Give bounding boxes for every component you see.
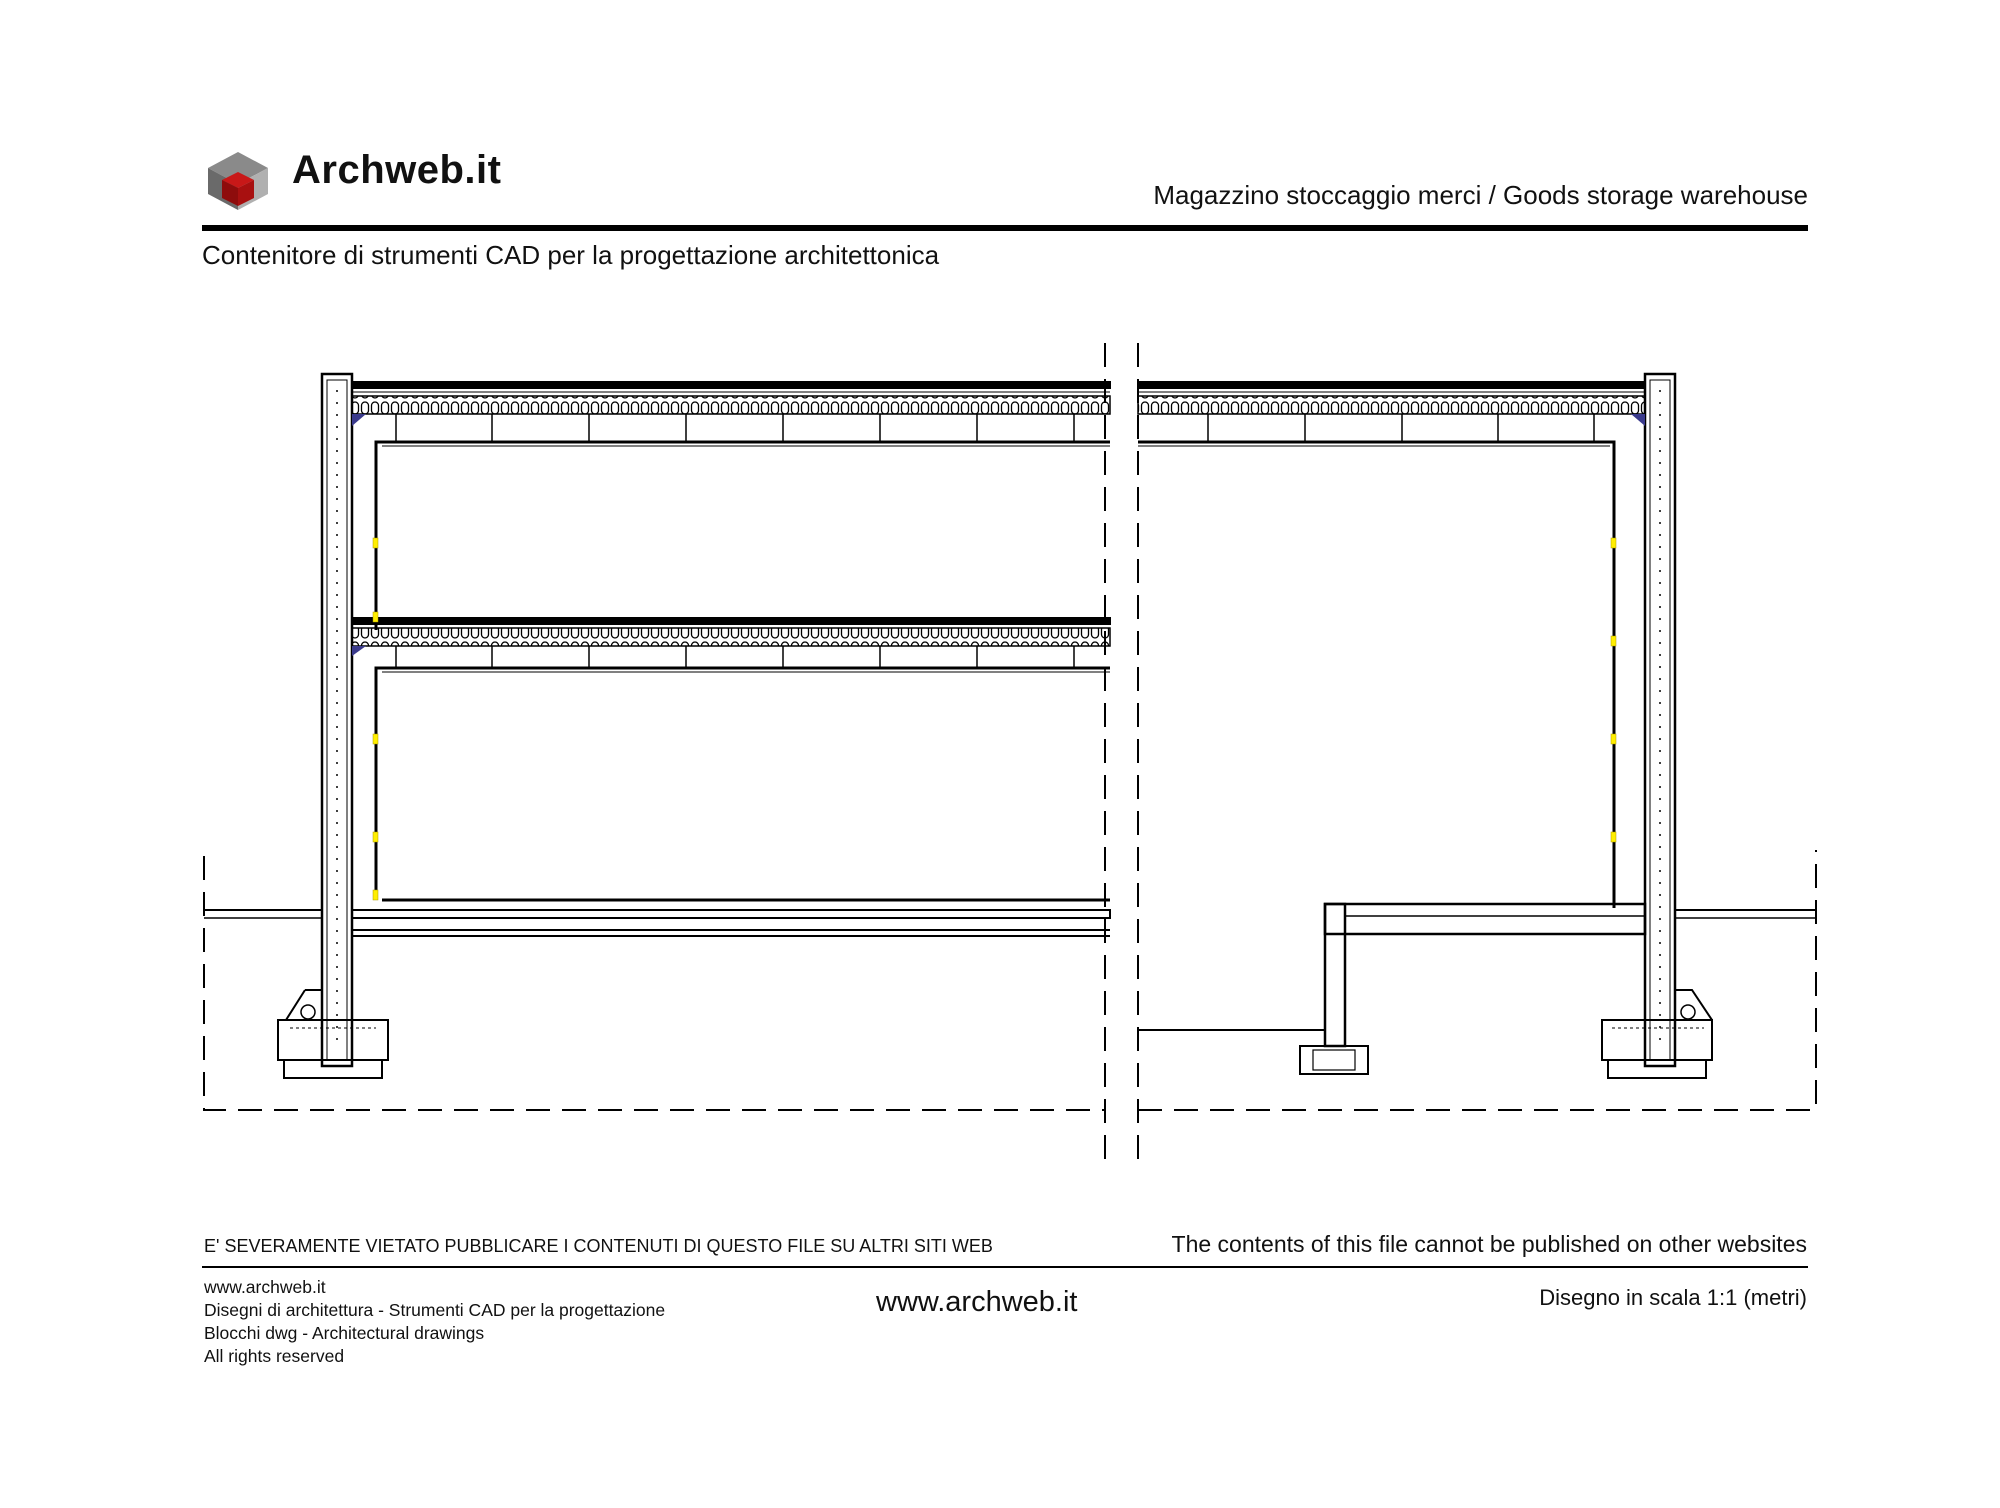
footer-credit-line: All rights reserved: [204, 1346, 345, 1366]
warning-english: The contents of this file cannot be published on other websites: [1171, 1231, 1807, 1257]
footer-credit-line: Disegni di architettura - Strumenti CAD per la progettazione: [204, 1300, 666, 1320]
footer-credits: [204, 1276, 665, 1368]
page-title: Magazzino stoccaggio merci / Goods storage warehouse: [1153, 180, 1808, 210]
footer-url-link[interactable]: www.archweb.it: [876, 1286, 1078, 1318]
footer-credit-line: Blocchi dwg - Architectural drawings: [204, 1323, 485, 1343]
footer-divider: [202, 1266, 1808, 1268]
footer-credit-line[interactable]: www.archweb.it: [204, 1277, 326, 1297]
warning-italian: E' SEVERAMENTE VIETATO PUBBLICARE I CONTENUTI DI QUESTO FILE SU ALTRI SITI WEB: [204, 1236, 993, 1256]
scale-note: Disegno in scala 1:1 (metri): [1539, 1285, 1807, 1310]
brand-name: Archweb.it: [292, 148, 502, 192]
subtitle: Contenitore di strumenti CAD per la progettazione architettonica: [202, 240, 940, 270]
